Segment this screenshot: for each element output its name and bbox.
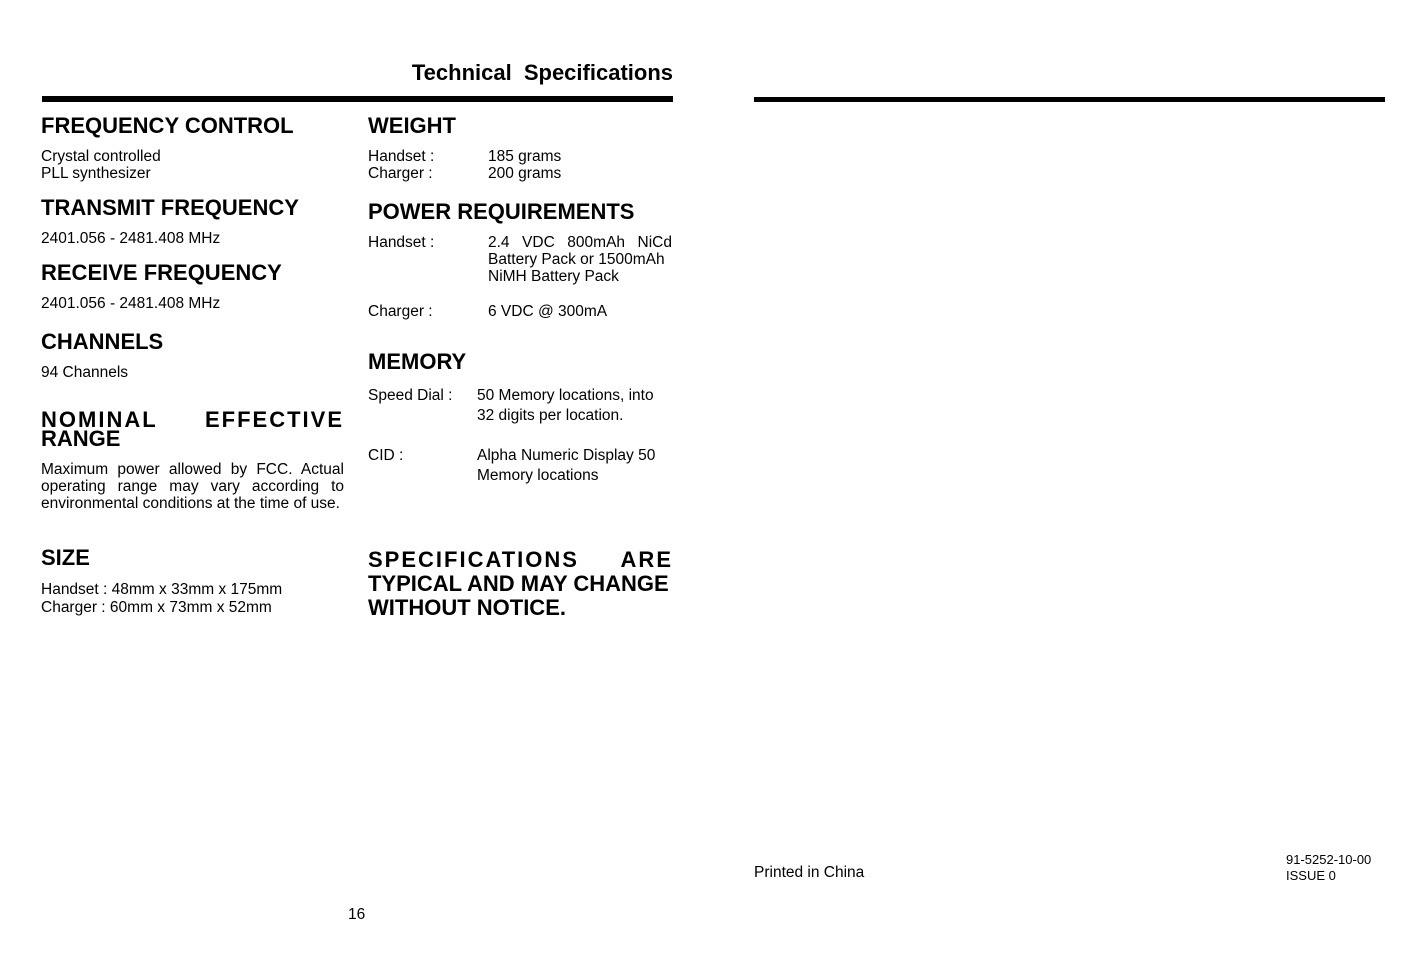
notice-line3: WITHOUT NOTICE. xyxy=(368,595,566,620)
notice-line1 xyxy=(368,548,673,572)
power-handset-line3: NiMH Battery Pack xyxy=(488,268,619,285)
memory-speed-dial-line2: 32 digits per location. xyxy=(477,407,624,424)
power-handset-line1 xyxy=(488,234,672,251)
document-code: 91-5252-10-00 xyxy=(1286,852,1372,867)
notice-word-are: ARE xyxy=(620,547,673,572)
power-charger-label: Charger : xyxy=(368,303,433,320)
effective-word: EFFECTIVE xyxy=(204,407,344,432)
weight-heading: WEIGHT xyxy=(368,113,456,138)
memory-speed-dial-label: Speed Dial : xyxy=(368,387,453,404)
memory-heading: MEMORY xyxy=(368,349,467,374)
power-handset-label: Handset : xyxy=(368,234,435,251)
printed-in-china: Printed in China xyxy=(754,864,865,881)
memory-cid-line1: Alpha Numeric Display 50 xyxy=(477,447,656,464)
power-requirements-heading: POWER REQUIREMENTS xyxy=(368,199,635,224)
nominal-word: NOMINAL xyxy=(41,407,158,432)
weight-charger-label: Charger : xyxy=(368,165,433,182)
receive-frequency-value: 2401.056 - 2481.408 MHz xyxy=(41,295,221,312)
weight-handset-label: Handset : xyxy=(368,148,435,165)
power-charger-value: 6 VDC @ 300mA xyxy=(488,303,608,320)
frequency-control-line1: Crystal controlled xyxy=(41,148,161,165)
nominal-range-text: Maximum power allowed by FCC. Actual operating range may vary according to environmental conditions at the time of use. xyxy=(41,461,344,512)
memory-cid-line2: Memory locations xyxy=(477,467,599,484)
memory-speed-dial-line1: 50 Memory locations, into xyxy=(477,387,654,404)
size-heading: SIZE xyxy=(41,545,90,570)
frequency-control-line2: PLL synthesizer xyxy=(41,165,151,182)
transmit-frequency-value: 2401.056 - 2481.408 MHz xyxy=(41,230,221,247)
nominal-range-heading-line2: RANGE xyxy=(41,426,121,451)
page-number: 16 xyxy=(348,906,366,923)
header-rule-right xyxy=(754,97,1385,102)
power-handset-line2: Battery Pack or 1500mAh xyxy=(488,251,665,268)
size-handset: Handset : 48mm x 33mm x 175mm xyxy=(41,581,283,598)
receive-frequency-heading: RECEIVE FREQUENCY xyxy=(41,260,282,285)
channels-heading: CHANNELS xyxy=(41,329,164,354)
memory-cid-label: CID : xyxy=(368,447,404,464)
transmit-frequency-heading: TRANSMIT FREQUENCY xyxy=(41,195,299,220)
issue-number: ISSUE 0 xyxy=(1286,868,1336,883)
frequency-control-heading: FREQUENCY CONTROL xyxy=(41,113,294,138)
weight-handset-value: 185 grams xyxy=(488,148,562,165)
size-charger: Charger : 60mm x 73mm x 52mm xyxy=(41,599,272,616)
channels-value: 94 Channels xyxy=(41,364,129,381)
weight-charger-value: 200 grams xyxy=(488,165,562,182)
notice-line2: TYPICAL AND MAY CHANGE xyxy=(368,571,669,596)
header-rule-left xyxy=(42,96,673,102)
notice-word-specifications: SPECIFICATIONS xyxy=(368,547,579,572)
page-title: Technical Specifications xyxy=(411,60,673,85)
power-handset-line1-text: 2.4 VDC 800mAh NiCd xyxy=(488,234,672,251)
specifications-notice xyxy=(368,548,673,620)
